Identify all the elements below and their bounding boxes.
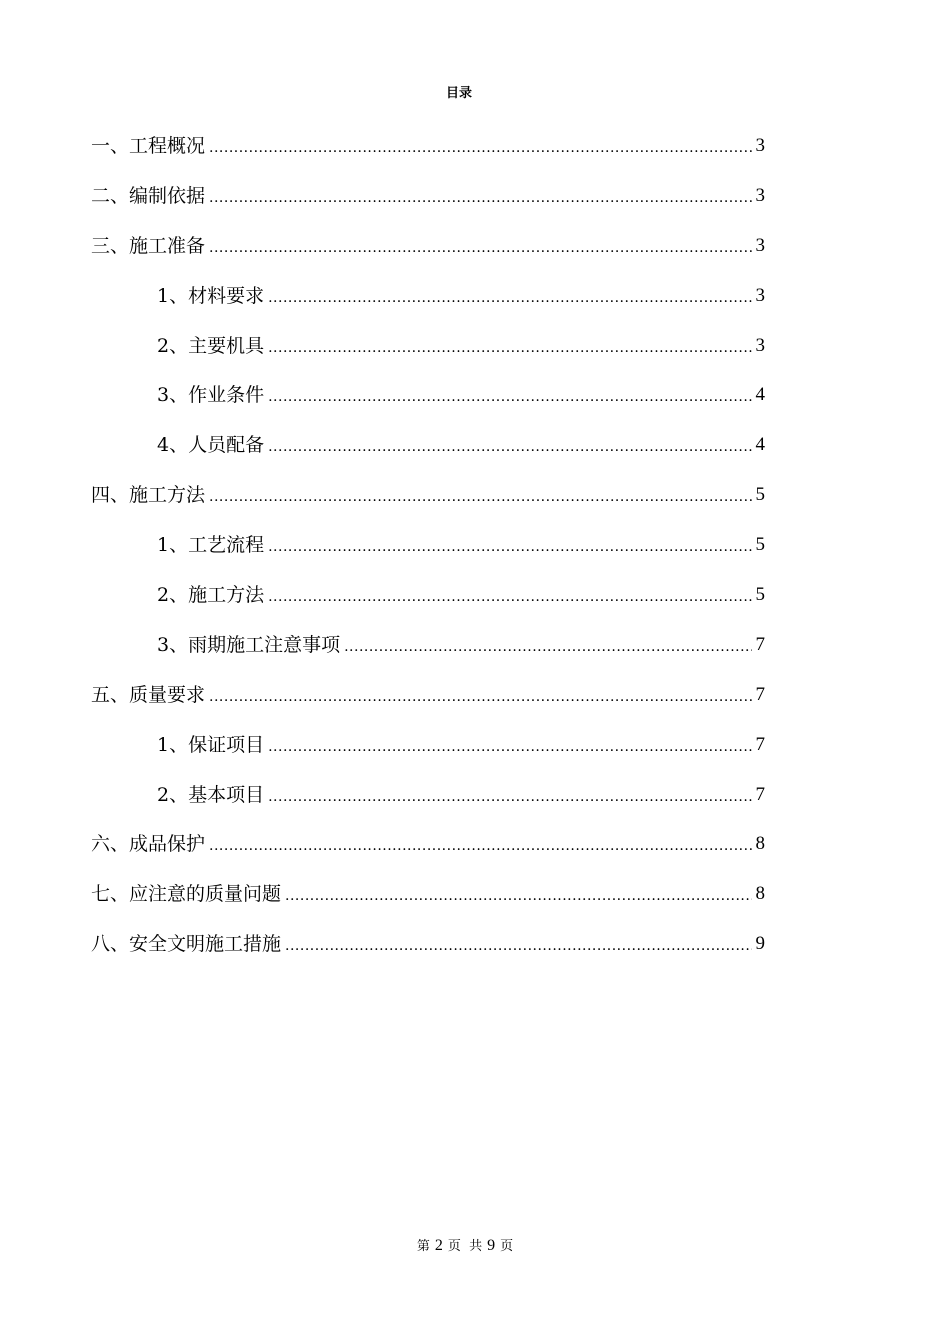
toc-entry-text: 3、雨期施工注意事项 [157, 633, 341, 656]
toc-entry-text: 七、应注意的质量问题 [91, 883, 282, 906]
toc-title: 目录 [445, 86, 472, 101]
toc-entry-text: 3、作业条件 [157, 384, 265, 407]
toc-entry-text: 1、保证项目 [157, 733, 265, 756]
toc-dot-leader [209, 680, 751, 714]
toc-entry-page: 5 [755, 584, 765, 606]
toc-subentry[interactable] [0, 279, 765, 329]
toc-entry-page: 7 [755, 683, 765, 705]
toc-entry[interactable] [0, 229, 765, 279]
toc-entry-text: 一、工程概况 [91, 135, 206, 157]
toc-subentry[interactable] [0, 329, 765, 379]
toc-dot-leader [268, 780, 751, 814]
toc-list [0, 129, 950, 977]
toc-dot-leader [209, 131, 751, 165]
toc-entry-page: 8 [755, 883, 765, 905]
toc-subentry[interactable] [0, 628, 765, 678]
toc-subentry[interactable] [0, 528, 765, 578]
toc-entry-page: 3 [755, 334, 765, 356]
toc-entry-text: 2、主要机具 [157, 334, 265, 357]
toc-subentry[interactable] [0, 778, 765, 828]
toc-entry-page: 4 [755, 434, 765, 456]
toc-subentry[interactable] [0, 428, 765, 478]
footer-prefix: 第 [416, 1239, 430, 1254]
toc-dot-leader [285, 879, 751, 913]
footer-suffix: 页 [500, 1239, 514, 1254]
toc-dot-leader [268, 331, 751, 365]
toc-entry[interactable] [0, 478, 765, 528]
toc-entry[interactable] [0, 927, 765, 977]
toc-entry-text: 八、安全文明施工措施 [91, 933, 282, 956]
toc-entry[interactable] [0, 179, 765, 229]
toc-entry-text: 四、施工方法 [91, 484, 206, 507]
toc-entry-page: 3 [755, 234, 765, 256]
toc-entry-page: 3 [755, 135, 765, 156]
toc-subentry[interactable] [0, 378, 765, 428]
toc-dot-leader [268, 281, 751, 315]
toc-entry-page: 5 [755, 484, 765, 506]
toc-entry-page: 7 [755, 783, 765, 805]
toc-entry-text: 三、施工准备 [91, 234, 206, 257]
page-footer [0, 1235, 930, 1258]
toc-dot-leader [209, 480, 751, 514]
toc-entry-text: 2、基本项目 [157, 783, 265, 806]
toc-dot-leader [268, 530, 751, 564]
toc-dot-leader [209, 181, 751, 215]
footer-total-word: 共 [469, 1239, 483, 1254]
toc-entry-page: 3 [755, 184, 765, 206]
toc-entry[interactable] [0, 129, 765, 179]
toc-dot-leader [209, 231, 751, 265]
toc-entry-text: 2、施工方法 [157, 584, 265, 607]
toc-entry-text: 4、人员配备 [157, 434, 265, 457]
toc-dot-leader [344, 630, 751, 664]
toc-entry-text: 二、编制依据 [91, 184, 206, 207]
toc-entry[interactable] [0, 827, 765, 877]
toc-entry-text: 1、工艺流程 [157, 534, 265, 557]
toc-dot-leader [268, 580, 751, 614]
footer-current-page: 2 [434, 1237, 443, 1254]
toc-dot-leader [268, 730, 751, 764]
toc-entry-text: 五、质量要求 [91, 683, 206, 706]
toc-entry-text: 1、材料要求 [157, 284, 265, 307]
toc-dot-leader [209, 829, 751, 863]
toc-subentry[interactable] [0, 578, 765, 628]
toc-entry[interactable] [0, 678, 765, 728]
toc-entry-text: 六、成品保护 [91, 833, 206, 856]
toc-dot-leader [285, 929, 751, 963]
toc-entry-page: 7 [755, 633, 765, 655]
toc-dot-leader [268, 380, 751, 414]
toc-dot-leader [268, 430, 751, 464]
toc-entry-page: 9 [755, 933, 765, 955]
toc-entry-page: 7 [755, 733, 765, 755]
toc-entry-page: 5 [755, 534, 765, 556]
toc-entry-page: 4 [755, 384, 765, 406]
footer-page-word: 页 [447, 1239, 461, 1254]
toc-subentry[interactable] [0, 728, 765, 778]
toc-entry[interactable] [0, 877, 765, 927]
toc-entry-page: 8 [755, 833, 765, 855]
toc-entry-page: 3 [755, 284, 765, 306]
footer-total-pages: 9 [487, 1237, 496, 1254]
